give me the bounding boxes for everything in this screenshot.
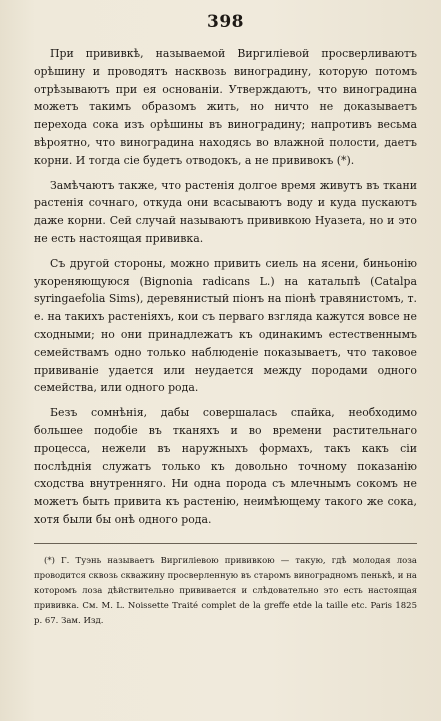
paragraph: Безъ сомнѣнiя, дабы совершалась спайка, необходимо большее подобiе въ тканяхъ и во времени растительнаго процесса, нежели въ наружныхъ формахъ, такъ какъ сiи послѣднiя служатъ только къ довольно точному показанiю сходства внутренняго. Ни одна порода съ млечнымъ сокомъ не можетъ быть привита къ растенiю, неимѣющему такого же сока, хотя были бы онѣ одного рода. [34,406,417,526]
footnote [34,554,417,629]
body-text [34,45,417,529]
paragraph: Съ другой стороны, можно привить сиель на ясени, биньонiю укореняющуюся (Bignonia radicans L.) на катальпѣ (Catalpa syringaefolia Sims), деревянистый пiонъ на пiонѣ травянистомъ, т. е. на такихъ растенiяхъ, кои съ перваго взгляда кажутся вовсе не сходными; но они принадлежатъ къ одинакимъ естественнымъ семействамъ одно только наблюденiе показываетъ, что таковое прививанiе удается или неудается между породами одного семейства, или одного рода. [34,256,417,395]
page-number: 398 [207,12,244,32]
footnote-divider [34,543,417,544]
paragraph: При прививкѣ, называемой Виргилiевой просверливаютъ орѣшину и проводятъ насквозь виноградину, которую потомъ отрѣзываютъ при ея основанiи. Утверждаютъ, что виноградина можетъ такимъ образомъ жить, но ничто не доказываетъ перехода сока изъ орѣшины въ виноградину; напротивъ весьма вѣроятно, что виноградина находясь во влажной полости, даетъ корни. И тогда сiе будетъ отводокъ, а не прививокъ (*). [34,47,417,167]
footnote-text: (*) Г. Туэнь называетъ Виргилiевою прививкою — такую, гдѣ молодая лоза проводится сквозь скважину просверленную въ старомъ виноградномъ пенькѣ, и на которомъ лоза дѣйствительно прививается и слѣдовательно это есть настоящая прививка. См. M. L. Noissette Traité complet de la greffe etde la taille etc. Paris 1825 p. 67. Зам. Изд. [34,555,417,626]
paragraph: Замѣчаютъ также, что растенiя долгое время живутъ въ ткани растенiя сочнаго, откуда они всасываютъ воду и куда пускаютъ даже корни. Сей случай называютъ прививкою Нуазета, но и это не есть настоящая прививка. [34,178,417,245]
